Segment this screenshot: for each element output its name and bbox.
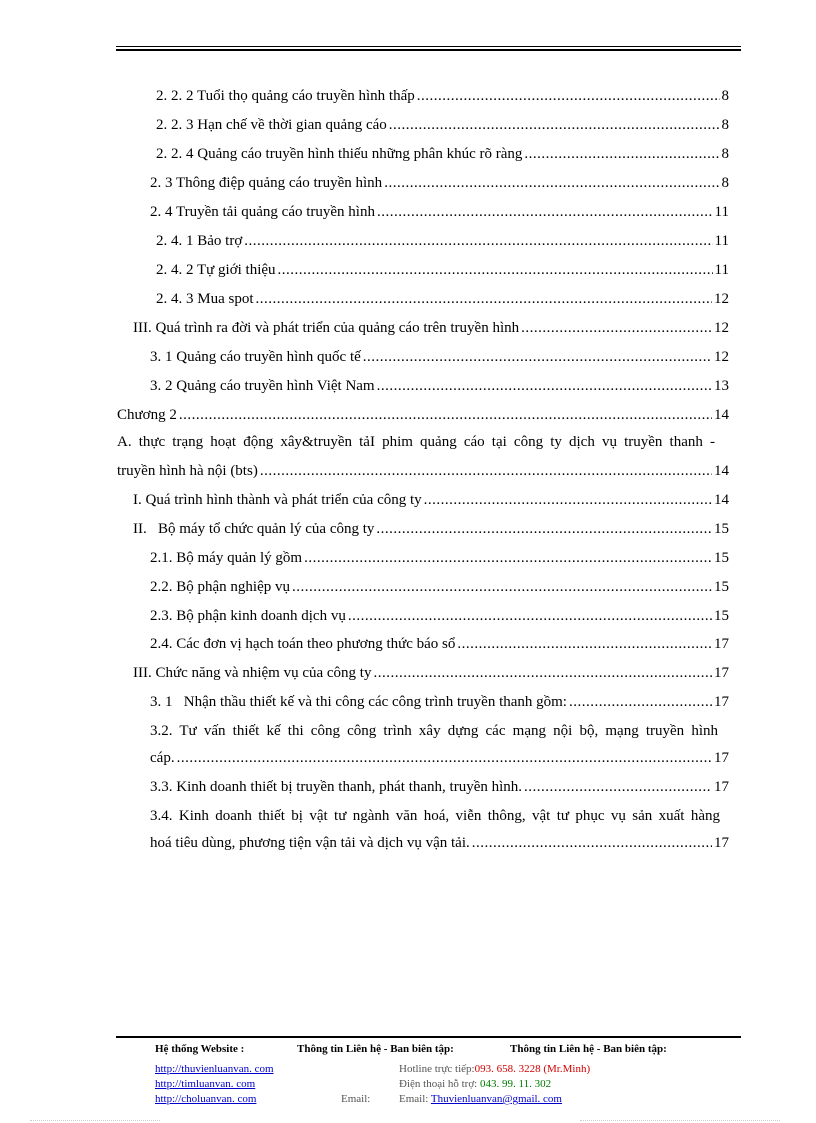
toc-entry-page: 11 <box>714 233 729 249</box>
toc-entry-page: 11 <box>714 262 729 278</box>
hotline-label: Hotline trực tiếp: <box>399 1063 475 1075</box>
footer-website-heading: Hệ thống Website : <box>155 1043 245 1055</box>
toc-entry-page: 15 <box>714 521 729 537</box>
footer-phone <box>399 1077 551 1091</box>
toc-entry-page: 8 <box>721 88 729 104</box>
toc-entry[interactable] <box>150 776 729 798</box>
footer-email <box>399 1092 562 1106</box>
toc-entry-page: 17 <box>714 835 729 851</box>
toc-entry[interactable] <box>150 172 729 194</box>
toc-leader-dots <box>457 633 712 655</box>
footer-link-thuvienluanvan[interactable]: http://thuvienluanvan. com <box>155 1063 274 1075</box>
toc-entry-page: 12 <box>714 291 729 307</box>
toc-entry-text: 2.2. Bộ phận nghiệp vụ <box>150 579 290 595</box>
toc-entry-text: 2. 4. 2 Tự giới thiệu <box>156 262 276 278</box>
toc-entry-text: 2. 3 Thông điệp quảng cáo truyền hình <box>150 175 383 191</box>
toc-leader-dots <box>179 404 712 426</box>
toc-entry-page: 14 <box>714 463 729 479</box>
footer-hotline <box>399 1062 590 1076</box>
toc-leader-dots <box>389 114 720 136</box>
toc-entry-page: 14 <box>714 492 729 508</box>
toc-entry-text: I. Quá trình hình thành và phát triển của công ty <box>133 492 422 508</box>
toc-leader-dots <box>278 259 713 281</box>
toc-entry-text: III. Chức năng và nhiệm vụ của công ty <box>133 665 372 681</box>
toc-entry[interactable] <box>133 317 729 339</box>
toc-entry-page: 8 <box>721 117 729 133</box>
toc-entry-text: III. Quá trình ra đời và phát triển của quảng cáo trên truyền hình <box>133 320 520 336</box>
toc-entry[interactable] <box>150 547 729 569</box>
toc-leader-dots <box>304 547 712 569</box>
toc-entry-text: 3. 2 Quảng cáo truyền hình Việt Nam <box>150 378 375 394</box>
toc-entry-text: 3.4. Kinh doanh thiết bị vật tư ngành văn hoá, viễn thông, vật tư phục vụ sản xuất hàng <box>150 808 720 824</box>
toc-entry-text: 3.2. Tư vấn thiết kế thi công công trình xây dựng các mạng nội bộ, mạng truyền hình <box>150 723 718 739</box>
toc-entry-text: 3.3. Kinh doanh thiết bị truyền thanh, phát thanh, truyền hình. <box>150 779 523 795</box>
toc-entry[interactable] <box>117 460 729 482</box>
toc-leader-dots <box>348 605 712 627</box>
toc-entry-text: truyền hình hà nội (bts) <box>117 463 258 479</box>
footer-contact-heading: Thông tin Liên hệ - Ban biên tập: <box>297 1043 454 1055</box>
toc-entry-text: hoá tiêu dùng, phương tiện vận tải và dịch vụ vận tải. <box>150 835 470 851</box>
toc-entry-wrapped-line[interactable] <box>117 431 715 453</box>
toc-entry-page: 15 <box>714 579 729 595</box>
toc-entry[interactable] <box>150 576 729 598</box>
toc-leader-dots <box>363 346 712 368</box>
toc-entry-page: 11 <box>714 204 729 220</box>
toc-entry[interactable] <box>156 143 729 165</box>
footer-dotted-line-left <box>30 1120 160 1121</box>
toc-entry-text: 2.1. Bộ máy quản lý gồm <box>150 550 303 566</box>
toc-leader-dots <box>569 691 712 713</box>
toc-leader-dots <box>524 776 712 798</box>
toc-entry[interactable] <box>133 489 729 511</box>
footer-email-label-mid: Email: <box>341 1093 371 1105</box>
toc-entry-text: 3. 1 Nhận thầu thiết kế và thi công các công trình truyền thanh gồm: <box>150 694 567 710</box>
toc-leader-dots <box>377 201 713 223</box>
toc-entry-page: 17 <box>714 636 729 652</box>
email-value[interactable]: Thuvienluanvan@gmail. com <box>430 1093 562 1105</box>
footer-dotted-line-right <box>580 1120 780 1121</box>
toc-entry-text: 2.4. Các đơn vị hạch toán theo phương thức báo sổ <box>150 636 456 652</box>
toc-leader-dots <box>177 747 712 769</box>
toc-leader-dots <box>384 172 719 194</box>
phone-value[interactable]: 043. 99. 11. 302 <box>479 1078 552 1090</box>
toc-entry-page: 13 <box>714 378 729 394</box>
toc-leader-dots <box>376 518 712 540</box>
toc-entry-page: 17 <box>714 750 729 766</box>
toc-entry-page: 17 <box>714 779 729 795</box>
footer-link-choluanvan[interactable]: http://choluanvan. com <box>155 1093 257 1105</box>
toc-entry-page: 15 <box>714 550 729 566</box>
toc-leader-dots <box>521 317 712 339</box>
toc-leader-dots <box>244 230 712 252</box>
toc-entry-wrapped-line[interactable] <box>150 720 718 742</box>
email-label: Email: <box>399 1093 429 1105</box>
toc-entry-page: 8 <box>721 175 729 191</box>
toc-entry-text: 2. 4 Truyền tải quảng cáo truyền hình <box>150 204 375 220</box>
footer-link-timluanvan[interactable]: http://timluanvan. com <box>155 1078 256 1090</box>
hotline-value[interactable]: 093. 658. 3228 (Mr.Minh) <box>474 1063 591 1075</box>
toc-entry-page: 12 <box>714 320 729 336</box>
toc-entry[interactable] <box>150 346 729 368</box>
toc-entry-text: Chương 2 <box>117 407 177 423</box>
toc-entry-text: II. Bộ máy tổ chức quản lý của công ty <box>133 521 375 537</box>
toc-entry[interactable] <box>156 259 729 281</box>
toc-entry[interactable] <box>156 114 729 136</box>
toc-entry[interactable] <box>117 404 729 426</box>
toc-leader-dots <box>292 576 712 598</box>
toc-entry-text: 2. 2. 4 Quảng cáo truyền hình thiếu những phân khúc rõ ràng <box>156 146 523 162</box>
toc-entry-page: 14 <box>714 407 729 423</box>
toc-entry-page: 15 <box>714 608 729 624</box>
toc-entry[interactable] <box>150 691 729 713</box>
toc-entry[interactable] <box>150 747 729 769</box>
toc-entry-text: 2. 4. 3 Mua spot <box>156 291 254 307</box>
toc-leader-dots <box>260 460 712 482</box>
toc-entry[interactable] <box>133 662 729 684</box>
toc-leader-dots <box>424 489 712 511</box>
toc-entry-text: 2. 4. 1 Bảo trợ <box>156 233 243 249</box>
toc-entry[interactable] <box>156 85 729 107</box>
phone-label: Điện thoại hỗ trợ: <box>399 1078 478 1090</box>
toc-entry-text: A. thực trạng hoạt động xây&truyền tảI phim quảng cáo tại công ty dịch vụ truyền thanh - <box>117 434 715 450</box>
toc-entry-text: 2. 2. 3 Hạn chế về thời gian quảng cáo <box>156 117 387 133</box>
toc-leader-dots <box>472 832 712 854</box>
toc-leader-dots <box>524 143 719 165</box>
footer-contact-heading-2: Thông tin Liên hệ - Ban biên tập: <box>510 1043 667 1055</box>
toc-entry-text: cáp. <box>150 750 175 766</box>
header-rule-top <box>116 46 741 47</box>
toc-entry-page: 17 <box>714 694 729 710</box>
toc-entry-page: 17 <box>714 665 729 681</box>
toc-entry[interactable] <box>156 230 729 252</box>
toc-entry[interactable] <box>150 832 729 854</box>
toc-entry-wrapped-line[interactable] <box>150 805 720 827</box>
toc-leader-dots <box>417 85 720 107</box>
toc-entry[interactable] <box>150 633 729 655</box>
toc-entry[interactable] <box>150 201 729 223</box>
footer-rule <box>116 1036 741 1038</box>
toc-leader-dots <box>377 375 712 397</box>
toc-entry-page: 12 <box>714 349 729 365</box>
toc-entry-page: 8 <box>721 146 729 162</box>
toc-entry-text: 3. 1 Quảng cáo truyền hình quốc tế <box>150 349 361 365</box>
toc-leader-dots <box>256 288 713 310</box>
toc-entry-text: 2. 2. 2 Tuổi thọ quảng cáo truyền hình thấp <box>156 88 415 104</box>
toc-entry[interactable] <box>150 375 729 397</box>
toc-entry[interactable] <box>150 605 729 627</box>
toc-entry[interactable] <box>156 288 729 310</box>
toc-leader-dots <box>373 662 712 684</box>
toc-entry-text: 2.3. Bộ phận kinh doanh dịch vụ <box>150 608 346 624</box>
header-rule-bottom <box>116 49 741 51</box>
toc-entry[interactable] <box>133 518 729 540</box>
